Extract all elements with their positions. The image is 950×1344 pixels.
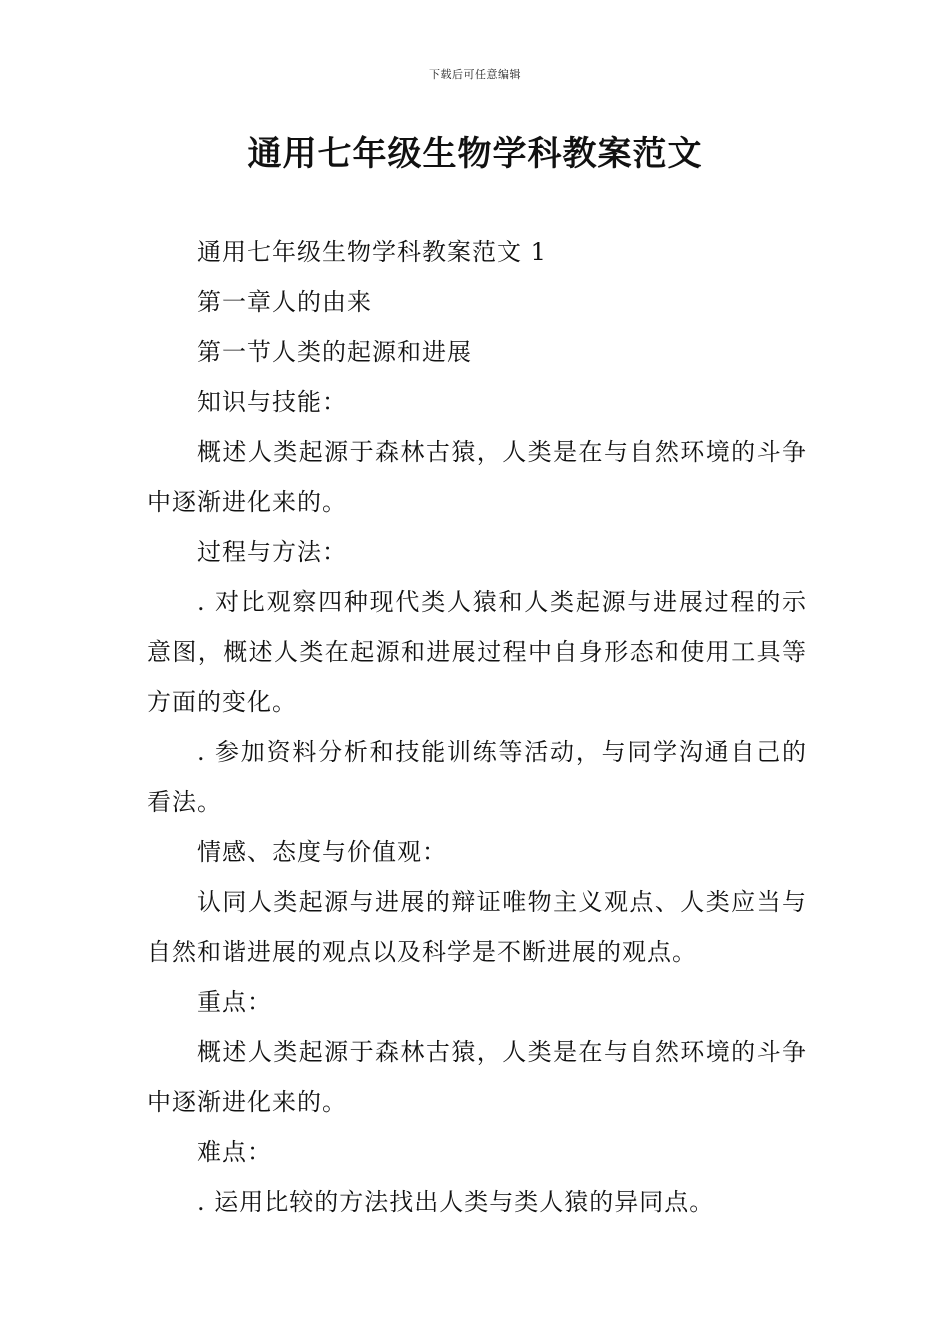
heading-emotion-values: 情感、态度与价值观： [197,838,447,866]
paragraph-process-item-2: . 参加资料分析和技能训练等活动，与同学沟通自己的看法。 [147,738,807,816]
paragraph-subtitle: 通用七年级生物学科教案范文 1 [197,238,547,266]
heading-difficulties: 难点： [197,1138,272,1166]
paragraph-chapter: 第一章人的由来 [197,288,372,316]
paragraph-emotion-content: 认同人类起源与进展的辩证唯物主义观点、人类应当与自然和谐进展的观点以及科学是不断进展的观点。 [147,888,807,966]
heading-key-points: 重点： [197,988,272,1016]
document-body [147,227,807,1227]
heading-knowledge-skills: 知识与技能： [197,388,347,416]
paragraph-key-points-content: 概述人类起源于森林古猿，人类是在与自然环境的斗争中逐渐进化来的。 [147,1038,807,1116]
paragraph-difficulties-content: . 运用比较的方法找出人类与类人猿的异同点。 [197,1188,715,1216]
document-title: 通用七年级生物学科教案范文 [247,134,703,174]
paragraph-knowledge-content: 概述人类起源于森林古猿，人类是在与自然环境的斗争中逐渐进化来的。 [147,438,807,516]
header-note: 下载后可任意编辑 [429,68,521,81]
paragraph-process-item-1: . 对比观察四种现代类人猿和人类起源与进展过程的示意图，概述人类在起源和进展过程中自身形态和使用工具等方面的变化。 [147,588,807,716]
heading-process-method: 过程与方法： [197,538,347,566]
paragraph-section: 第一节人类的起源和进展 [197,338,472,366]
